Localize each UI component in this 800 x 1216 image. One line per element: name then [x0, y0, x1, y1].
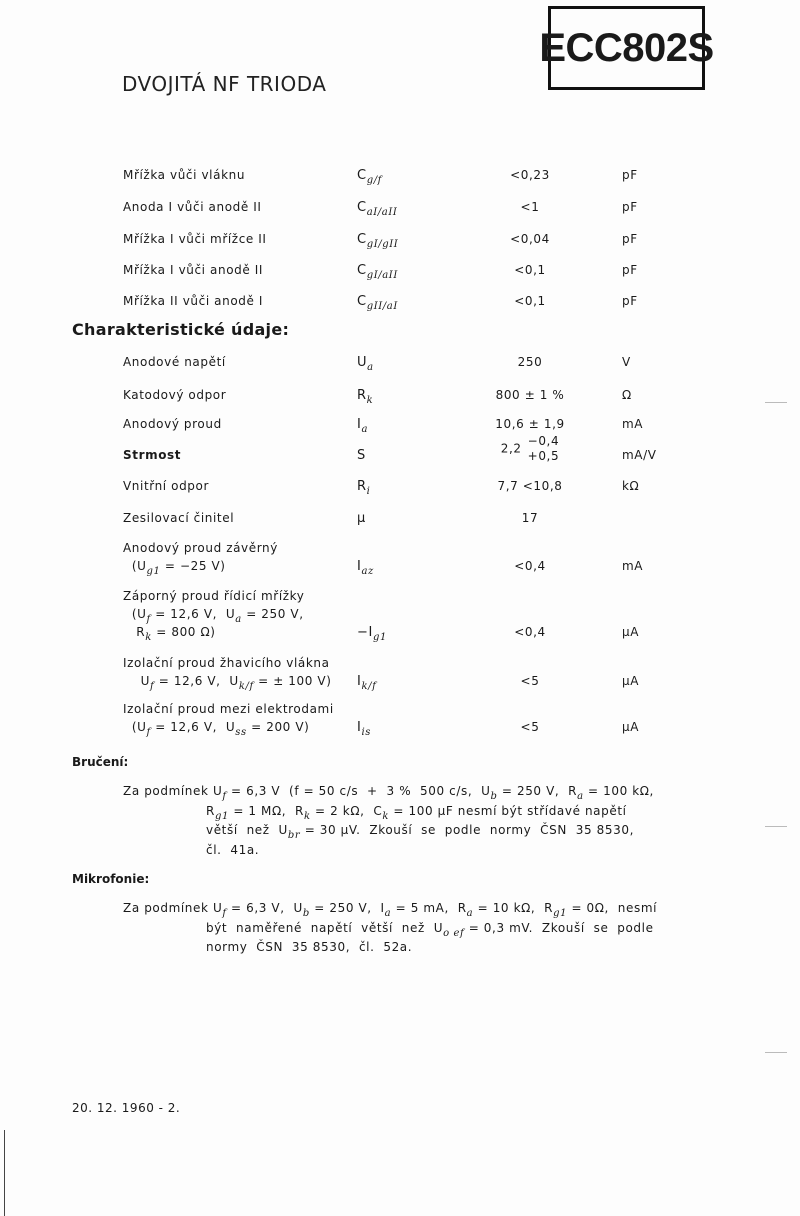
subscript: f: [222, 791, 227, 802]
row-value: [440, 720, 620, 734]
text-part: Strmost: [123, 448, 182, 462]
row-value: [440, 388, 620, 402]
symbol: [357, 479, 370, 497]
symbol-main: I: [357, 674, 362, 689]
subscript: g1: [553, 908, 568, 919]
text-part: čl. 41a.: [206, 842, 260, 857]
text-part: Vnitřní odpor: [123, 479, 209, 493]
row-label-line: [123, 448, 181, 462]
row-value: [440, 434, 620, 464]
row-unit: pF: [622, 263, 638, 277]
text-part: = 0,3 mV. Zkouší se podle: [464, 920, 654, 935]
row-unit: pF: [622, 294, 638, 308]
row-unit: μA: [622, 674, 640, 688]
text-part: Záporný proud řídicí mřížky: [123, 589, 305, 603]
symbol-main: I: [357, 559, 362, 574]
row-value: <0,1: [514, 294, 546, 308]
subscript: b: [490, 791, 498, 802]
subscript: a: [577, 791, 584, 802]
symbol: [357, 355, 374, 373]
symbol-main: R: [357, 479, 367, 494]
text-part: = 250 V, I: [309, 901, 385, 915]
value-main: <0,4: [514, 559, 546, 573]
subscript: f: [146, 727, 151, 738]
symbol-sub: k: [366, 395, 374, 406]
symbol-main: U: [357, 355, 368, 370]
paragraph-line: [206, 821, 634, 846]
bruceni-heading: Bručení:: [72, 755, 129, 769]
tolerance-plus: +0,5: [527, 449, 560, 463]
row-label-line: [123, 355, 226, 369]
row-unit: mA: [622, 559, 644, 573]
symbol: [357, 388, 373, 406]
scan-edge-line: [4, 1130, 5, 1216]
scan-mark: [765, 1052, 787, 1053]
text-part: = 250 V,: [241, 607, 304, 621]
row-unit: pF: [622, 168, 638, 182]
tolerance-minus: −0,4: [527, 434, 560, 448]
row-label: Mřížka I vůči mřížce II: [123, 232, 267, 246]
text-part: Za podmínek U: [123, 784, 223, 798]
value-main: 2,2: [500, 441, 522, 456]
symbol: [357, 168, 382, 186]
symbol-sub: is: [361, 727, 371, 738]
row-label-line: [123, 541, 278, 555]
symbol: [357, 674, 376, 692]
subscript: a: [235, 614, 242, 625]
symbol-main: C: [357, 200, 367, 215]
row-label: Anoda I vůči anodě II: [123, 200, 262, 214]
row-value: [440, 355, 620, 369]
text-part: Za podmínek U: [123, 901, 223, 915]
text-part: = 800 Ω): [151, 625, 216, 639]
text-part: = 12,6 V, U: [150, 720, 236, 734]
symbol-main: −I: [357, 625, 373, 640]
text-part: R: [123, 625, 146, 639]
subscript: br: [287, 830, 301, 841]
text-part: (U: [123, 559, 147, 573]
row-label-line: [123, 720, 309, 738]
subscript: a: [466, 908, 474, 919]
text-part: = 100 kΩ,: [583, 784, 654, 798]
text-part: = −25 V): [160, 559, 226, 573]
value-main: <0,4: [514, 625, 546, 639]
text-part: U: [123, 674, 151, 688]
row-value: [440, 674, 620, 688]
symbol-main: C: [357, 294, 367, 309]
text-part: = 200 V): [246, 720, 310, 734]
value-main: 17: [521, 511, 539, 525]
symbol-main: I: [357, 417, 362, 432]
text-part: = 250 V, R: [497, 784, 578, 798]
symbol: [357, 232, 398, 250]
subscript: g1: [146, 566, 161, 577]
text-part: = 12,6 V, U: [150, 607, 236, 621]
row-label-line: [123, 589, 305, 603]
scan-mark: [765, 826, 787, 827]
row-unit: Ω: [622, 388, 632, 402]
text-part: = 30 μV. Zkouší se podle normy ČSN 35 8530,: [300, 823, 635, 837]
document-title: DVOJITÁ NF TRIODA: [122, 72, 327, 96]
symbol-sub: gII/aI: [366, 301, 398, 312]
symbol-sub: gI/gII: [366, 239, 399, 250]
characteristics-heading: Charakteristické údaje:: [72, 320, 290, 339]
row-unit: μA: [622, 720, 640, 734]
subscript: ss: [235, 727, 247, 738]
text-part: R: [206, 803, 215, 818]
subscript: k: [303, 810, 311, 822]
symbol-sub: k/f: [361, 681, 377, 692]
text-part: = ± 100 V): [253, 674, 332, 688]
row-unit: μA: [622, 625, 640, 639]
row-value: <0,1: [514, 263, 546, 277]
text-part: Anodový proud závěrný: [123, 541, 278, 555]
text-part: = 5 mA, R: [391, 901, 467, 915]
row-label-line: [123, 607, 304, 625]
symbol-sub: a: [361, 424, 368, 435]
value-main: 250: [517, 355, 543, 369]
row-label: Mřížka vůči vláknu: [123, 168, 246, 182]
subscript: b: [302, 908, 310, 919]
symbol: [357, 559, 374, 577]
row-label: Mřížka I vůči anodě II: [123, 263, 264, 277]
symbol: [357, 294, 398, 312]
mikrofonie-heading: Mikrofonie:: [72, 872, 150, 886]
symbol-main: R: [357, 388, 367, 403]
subscript: g1: [214, 810, 229, 822]
symbol-main: C: [357, 263, 367, 278]
text-part: = 10 kΩ, R: [473, 901, 554, 915]
symbol-main: μ: [357, 511, 366, 526]
text-part: (U: [123, 720, 147, 734]
subscript: f: [146, 614, 151, 625]
subscript: f: [150, 681, 155, 692]
text-part: Izolační proud žhavicího vlákna: [123, 656, 330, 670]
symbol: [357, 511, 366, 526]
subscript: a: [384, 908, 392, 919]
row-label: Mřížka II vůči anodě I: [123, 294, 264, 308]
symbol-sub: i: [366, 486, 371, 497]
row-label-line: [123, 674, 332, 692]
text-part: = 2 kΩ, C: [310, 803, 383, 818]
text-part: normy ČSN 35 8530, čl. 52a.: [206, 940, 413, 954]
row-value: [440, 417, 620, 431]
symbol-sub: g1: [372, 632, 387, 643]
text-part: Anodový proud: [123, 417, 222, 431]
row-unit: kΩ: [622, 479, 640, 493]
tube-type-box: [539, 6, 714, 90]
symbol: [357, 720, 371, 738]
value-main: 10,6 ± 1,9: [495, 417, 565, 431]
subscript: k: [382, 810, 389, 822]
row-label-line: [123, 417, 222, 431]
text-part: = 6,3 V (f = 50 c/s + 3 % 500 c/s, U: [226, 784, 491, 798]
text-part: větší než U: [206, 823, 288, 837]
paragraph-line: [206, 938, 412, 958]
text-part: Zesilovací činitel: [123, 511, 235, 525]
text-part: Izolační proud mezi elektrodami: [123, 702, 334, 716]
tube-type-code: ECC802S: [539, 25, 714, 70]
text-part: = 0Ω, nesmí: [567, 901, 658, 915]
subscript: f: [222, 908, 227, 919]
symbol-main: C: [357, 168, 367, 183]
text-part: Katodový odpor: [123, 388, 227, 402]
symbol-sub: gI/aII: [366, 270, 398, 281]
symbol-sub: a: [367, 362, 374, 373]
row-value: <0,04: [510, 232, 550, 246]
row-unit: mA: [622, 417, 644, 431]
text-part: = 12,6 V, U: [154, 674, 239, 688]
symbol: [357, 448, 366, 463]
text-part: = 6,3 V, U: [226, 901, 303, 915]
symbol-main: C: [357, 232, 367, 247]
scan-mark: [765, 402, 787, 403]
value-main: 7,7 <10,8: [497, 479, 563, 493]
value-main: <5: [520, 720, 540, 734]
subscript: o ef: [443, 927, 465, 939]
row-unit: mA/V: [622, 448, 657, 462]
row-value: [440, 479, 620, 493]
subscript: k: [145, 632, 152, 643]
row-value: [440, 511, 620, 525]
symbol-main: S: [357, 448, 366, 463]
symbol: [357, 263, 398, 281]
text-part: = 100 μF nesmí být střídavé napětí: [389, 803, 627, 818]
row-label-line: [123, 511, 234, 525]
symbol: [357, 200, 397, 218]
row-value: <1: [520, 200, 540, 214]
symbol-main: I: [357, 720, 362, 735]
row-label-line: [123, 656, 330, 670]
row-unit: pF: [622, 232, 638, 246]
value-main: <5: [520, 674, 540, 688]
row-unit: pF: [622, 200, 638, 214]
value-main: 800 ± 1 %: [495, 388, 565, 402]
row-label-line: [123, 625, 216, 643]
paragraph-line: [206, 841, 259, 861]
row-label-line: [123, 388, 226, 402]
symbol-sub: g/f: [366, 175, 382, 186]
row-label-line: [123, 559, 226, 577]
footer-date: 20. 12. 1960 - 2.: [72, 1101, 181, 1115]
subscript: k/f: [238, 681, 254, 692]
row-value: [440, 559, 620, 573]
text-part: = 1 MΩ, R: [228, 803, 304, 818]
symbol: [357, 417, 368, 435]
tolerance-stack: [528, 434, 560, 464]
text-part: (U: [123, 607, 147, 621]
text-part: být naměřené napětí větší než U: [206, 920, 444, 935]
symbol-sub: az: [361, 566, 374, 577]
row-label-line: [123, 479, 209, 493]
row-value: [440, 625, 620, 639]
row-unit: V: [622, 355, 631, 369]
text-part: Anodové napětí: [123, 355, 226, 369]
row-value: <0,23: [510, 168, 550, 182]
symbol: [357, 625, 387, 643]
symbol-sub: aI/aII: [366, 207, 398, 218]
row-label-line: [123, 702, 334, 716]
